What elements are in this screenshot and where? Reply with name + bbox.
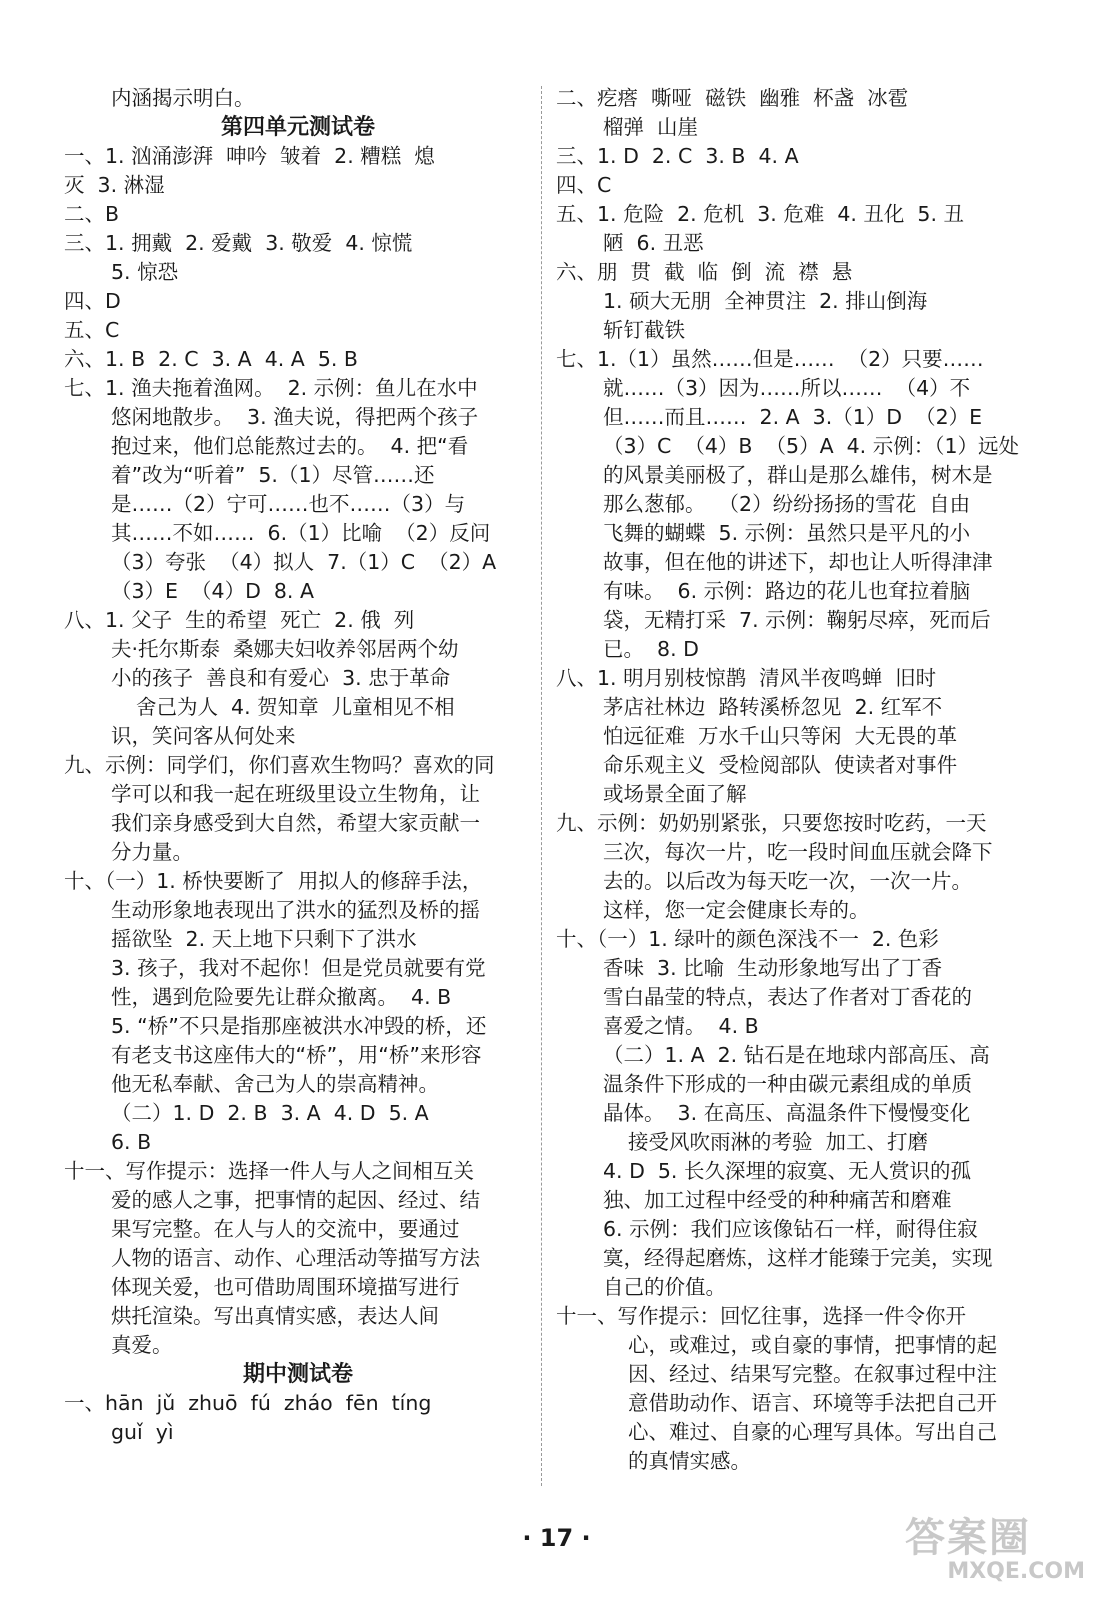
answer-line: 就……（3）因为……所以…… （4）不 bbox=[603, 376, 971, 400]
answer-line: 内涵揭示明白。 bbox=[111, 86, 255, 110]
answer-line: 1. 硕大无朋 全神贯注 2. 排山倒海 bbox=[603, 289, 928, 313]
answer-line: （3）夸张 （4）拟人 7.（1）C （2）A bbox=[111, 550, 497, 574]
answer-line: 九、示例：奶奶别紧张，只要您按时吃药，一天 bbox=[556, 811, 987, 835]
answer-line: 舍己为人 4. 贺知章 儿童相见不相 bbox=[136, 695, 455, 719]
page-number: · 17 · bbox=[522, 1524, 591, 1552]
answer-line: 一、1. 汹涌澎湃 呻吟 皱着 2. 糟糕 熄 bbox=[64, 144, 435, 168]
answer-line: 飞舞的蝴蝶 5. 示例：虽然只是平凡的小 bbox=[603, 521, 971, 545]
answer-line: 他无私奉献、舍己为人的崇高精神。 bbox=[111, 1072, 439, 1096]
answer-line: 四、D bbox=[64, 289, 121, 313]
answer-line: 心，或难过，或自豪的事情，把事情的起 bbox=[628, 1333, 997, 1357]
answer-line: （3）E （4）D 8. A bbox=[111, 579, 314, 603]
answer-line: 十、（一）1. 桥快要断了 用拟人的修辞手法， bbox=[64, 869, 483, 893]
answer-line: 三次，每次一片，吃一段时间血压就会降下 bbox=[603, 840, 993, 864]
answer-line: 温条件下形成的一种由碳元素组成的单质 bbox=[603, 1072, 972, 1096]
answer-line: 6. 示例：我们应该像钻石一样，耐得住寂 bbox=[603, 1217, 978, 1241]
answer-line: 生动形象地表现出了洪水的猛烈及桥的摇 bbox=[111, 898, 480, 922]
answer-line: （二）1. D 2. B 3. A 4. D 5. A bbox=[111, 1101, 429, 1125]
answer-line: 六、朋 贯 截 临 倒 流 襟 悬 bbox=[556, 260, 853, 284]
answer-line: 抱过来，他们总能熬过去的。 4. 把“看 bbox=[111, 434, 469, 458]
answer-line: 八、1. 父子 生的希望 死亡 2. 俄 列 bbox=[64, 608, 415, 632]
answer-line: 香味 3. 比喻 生动形象地写出了丁香 bbox=[603, 956, 943, 980]
answer-line: 识，笑问客从何处来 bbox=[111, 724, 296, 748]
answer-line: 性，遇到危险要先让群众撤离。 4. B bbox=[111, 985, 452, 1009]
answer-line: 那么葱郁。 （2）纷纷扬扬的雪花 自由 bbox=[603, 492, 971, 516]
answer-line: 是……（2）宁可……也不……（3）与 bbox=[111, 492, 466, 516]
answer-line: 三、1. 拥戴 2. 爱戴 3. 敬爱 4. 惊慌 bbox=[64, 231, 413, 255]
answer-line: 榴弹 山崖 bbox=[603, 115, 699, 139]
answer-line: 接受风吹雨淋的考验 加工、打磨 bbox=[628, 1130, 929, 1154]
answer-line: 学可以和我一起在班级里设立生物角，让 bbox=[111, 782, 480, 806]
answer-line: 小的孩子 善良和有爱心 3. 忠于革命 bbox=[111, 666, 451, 690]
answer-line: （二）1. A 2. 钻石是在地球内部高压、高 bbox=[603, 1043, 990, 1067]
answer-line: 七、1.（1）虽然……但是…… （2）只要…… bbox=[556, 347, 984, 371]
answer-line: 茅店社林边 路转溪桥忽见 2. 红军不 bbox=[603, 695, 943, 719]
answer-line: 六、1. B 2. C 3. A 4. A 5. B bbox=[64, 347, 358, 371]
answer-line: 七、1. 渔夫拖着渔网。 2. 示例：鱼儿在水中 bbox=[64, 376, 478, 400]
answer-line: 故事，但在他的讲述下，却也让人听得津津 bbox=[603, 550, 993, 574]
answer-line: 十一、写作提示：选择一件人与人之间相互关 bbox=[64, 1159, 474, 1183]
answer-line: 摇欲坠 2. 天上地下只剩下了洪水 bbox=[111, 927, 417, 951]
answer-line: 晶体。 3. 在高压、高温条件下慢慢变化 bbox=[603, 1101, 971, 1125]
answer-line: 有味。 6. 示例：路边的花儿也耷拉着脑 bbox=[603, 579, 971, 603]
answer-line: 去的。以后改为每天吃一次，一次一片。 bbox=[603, 869, 972, 893]
answer-line: 这样，您一定会健康长寿的。 bbox=[603, 898, 870, 922]
answer-line: 5. “桥”不只是指那座被洪水冲毁的桥，还 bbox=[111, 1014, 487, 1038]
answer-line: 独、加工过程中经受的种种痛苦和磨难 bbox=[603, 1188, 952, 1212]
answer-line: 十一、写作提示：回忆往事，选择一件令你开 bbox=[556, 1304, 966, 1328]
answer-line: 雪白晶莹的特点，表达了作者对丁香花的 bbox=[603, 985, 972, 1009]
answer-line: 二、疙瘩 嘶哑 磁铁 幽雅 杯盏 冰雹 bbox=[556, 86, 909, 110]
answer-line: 4. D 5. 长久深埋的寂寞、无人赏识的孤 bbox=[603, 1159, 971, 1183]
answer-line: 寞，经得起磨炼，这样才能臻于完美，实现 bbox=[603, 1246, 993, 1270]
left-column bbox=[64, 84, 532, 1447]
answer-line: 真爱。 bbox=[111, 1333, 173, 1357]
section-title: 第四单元测试卷 bbox=[220, 115, 375, 140]
answer-line: 命乐观主义 受检阅部队 使读者对事件 bbox=[603, 753, 958, 777]
answer-line: 五、C bbox=[64, 318, 120, 342]
answer-line: 一、hān jǔ zhuō fú zháo fēn tíng bbox=[64, 1391, 432, 1415]
watermark-text: 答案圈 bbox=[905, 1515, 1031, 1561]
answer-line: 悠闲地散步。 3. 渔夫说，得把两个孩子 bbox=[111, 405, 479, 429]
watermark-logo bbox=[905, 1516, 1095, 1586]
column-divider bbox=[541, 86, 542, 1486]
answer-line: 其……不如…… 6.（1）比喻 （2）反问 bbox=[111, 521, 491, 545]
answer-line: 但……而且…… 2. A 3.（1）D （2）E bbox=[603, 405, 983, 429]
answer-line: 3. 孩子，我对不起你！但是党员就要有党 bbox=[111, 956, 486, 980]
answer-line: 的风景美丽极了，群山是那么雄伟，树木是 bbox=[603, 463, 993, 487]
right-column bbox=[556, 84, 1028, 1476]
answer-line: 四、C bbox=[556, 173, 612, 197]
answer-line: 意借助动作、语言、环境等手法把自己开 bbox=[628, 1391, 997, 1415]
answer-line: 或场景全面了解 bbox=[603, 782, 747, 806]
answer-line: 已。 8. D bbox=[603, 637, 699, 661]
answer-line: 因、经过、结果写完整。在叙事过程中注 bbox=[628, 1362, 997, 1386]
answer-line: 分力量。 bbox=[111, 840, 193, 864]
answer-line: 斩钉截铁 bbox=[603, 318, 685, 342]
answer-line: 体现关爱，也可借助周围环境描写进行 bbox=[111, 1275, 460, 1299]
answer-line: 烘托渲染。写出真情实感，表达人间 bbox=[111, 1304, 439, 1328]
answer-line: 五、1. 危险 2. 危机 3. 危难 4. 丑化 5. 丑 bbox=[556, 202, 965, 226]
answer-line: 十、（一）1. 绿叶的颜色深浅不一 2. 色彩 bbox=[556, 927, 939, 951]
answer-line: 人物的语言、动作、心理活动等描写方法 bbox=[111, 1246, 480, 1270]
answer-line: 的真情实感。 bbox=[628, 1449, 751, 1473]
answer-line: 二、B bbox=[64, 202, 120, 226]
answer-line: 5. 惊恐 bbox=[111, 260, 179, 284]
answer-line: 6. B bbox=[111, 1130, 152, 1154]
answer-line: 我们亲身感受到大自然，希望大家贡献一 bbox=[111, 811, 480, 835]
answer-line: 自己的价值。 bbox=[603, 1275, 726, 1299]
answer-line: 灭 3. 淋湿 bbox=[64, 173, 165, 197]
answer-line: 着”改为“听着” 5.（1）尽管……还 bbox=[111, 463, 435, 487]
answer-line: guǐ yì bbox=[111, 1420, 174, 1444]
watermark-url: MXQE.COM bbox=[947, 1559, 1085, 1584]
answer-line: 心、难过、自豪的心理写具体。写出自己 bbox=[628, 1420, 997, 1444]
answer-line: （3）C （4）B （5）A 4. 示例：（1）远处 bbox=[603, 434, 1019, 458]
answer-line: 爱的感人之事，把事情的起因、经过、结 bbox=[111, 1188, 480, 1212]
answer-line: 九、示例：同学们，你们喜欢生物吗？喜欢的同 bbox=[64, 753, 495, 777]
answer-line: 三、1. D 2. C 3. B 4. A bbox=[556, 144, 799, 168]
answer-line: 袋，无精打采 7. 示例：鞠躬尽瘁，死而后 bbox=[603, 608, 991, 632]
answer-line: 陋 6. 丑恶 bbox=[603, 231, 704, 255]
answer-line: 夫·托尔斯泰 桑娜夫妇收养邻居两个幼 bbox=[111, 637, 459, 661]
answer-line: 果写完整。在人与人的交流中，要通过 bbox=[111, 1217, 460, 1241]
answer-line: 八、1. 明月别枝惊鹊 清风半夜鸣蝉 旧时 bbox=[556, 666, 937, 690]
section-title: 期中测试卷 bbox=[242, 1362, 353, 1387]
answer-line: 喜爱之情。 4. B bbox=[603, 1014, 759, 1038]
answer-line: 怕远征难 万水千山只等闲 大无畏的革 bbox=[603, 724, 958, 748]
answer-line: 有老支书这座伟大的“桥”，用“桥”来形容 bbox=[111, 1043, 482, 1067]
